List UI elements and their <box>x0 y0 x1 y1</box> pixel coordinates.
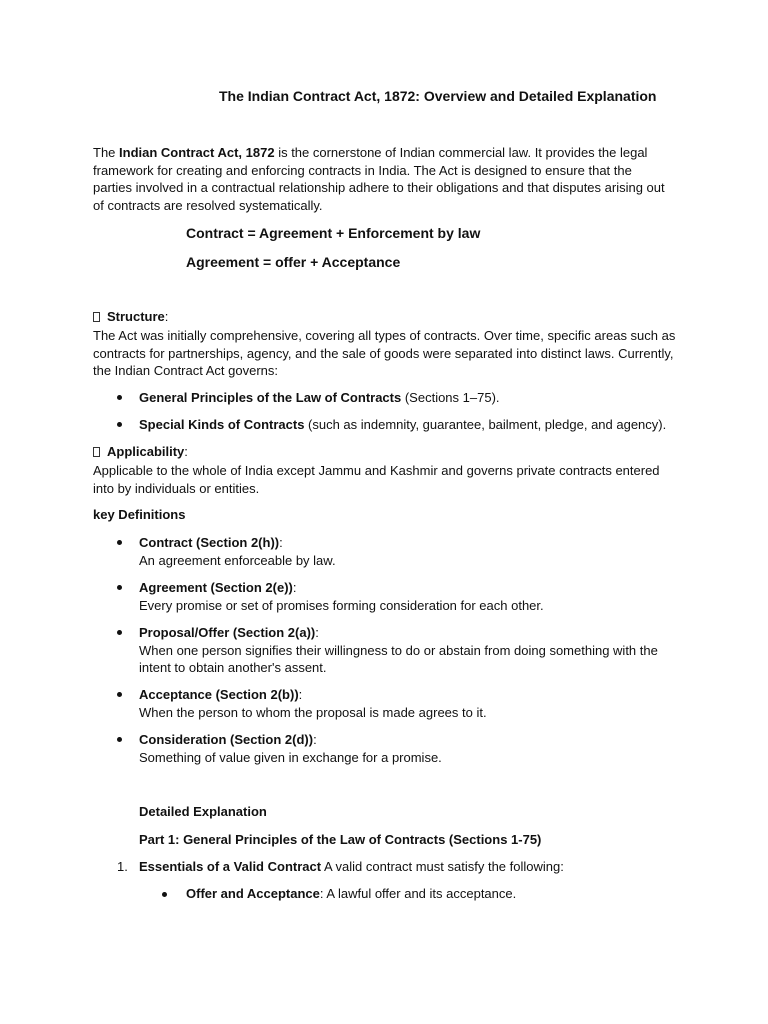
structure-item-special-title: Special Kinds of Contracts <box>139 417 305 432</box>
definition-desc: When the person to whom the proposal is made agrees to it. <box>139 704 487 720</box>
definition-colon: : <box>313 732 317 747</box>
document-title: The Indian Contract Act, 1872: Overview and Detailed Explanation <box>219 88 657 104</box>
sub-item-title: Offer and Acceptance <box>186 886 320 901</box>
definition-colon: : <box>292 580 297 595</box>
bullet-icon <box>117 395 122 400</box>
structure-item-general <box>139 389 684 407</box>
definition-agreement <box>139 579 684 614</box>
definition-desc: When one person signifies their willingness to do or abstain from doing something with the <box>139 642 658 658</box>
structure-line-3: the Indian Contract Act governs: <box>93 363 278 378</box>
definition-term: Acceptance (Section 2(b)) <box>139 687 299 702</box>
definition-desc: Every promise or set of promises forming consideration for each other. <box>139 597 544 613</box>
definitions-heading: key Definitions <box>93 507 186 522</box>
structure-heading: Structure <box>107 309 165 324</box>
applicability-heading-row <box>93 444 188 459</box>
bullet-icon <box>162 892 167 897</box>
bullet-icon <box>117 630 122 635</box>
definition-term: Proposal/Offer (Section 2(a)) <box>139 625 316 640</box>
definition-desc: An agreement enforceable by law. <box>139 552 336 568</box>
formula-agreement: Agreement = offer + Acceptance <box>186 254 401 270</box>
bullet-icon <box>117 737 122 742</box>
intro-prefix: The <box>93 145 120 160</box>
structure-item-general-rest: (Sections 1–75). <box>401 390 500 405</box>
intro-line-1-rest: is the cornerstone of Indian commercial law. It provides the legal <box>274 145 648 160</box>
definition-term: Agreement (Section 2(e)) <box>139 580 293 595</box>
intro-line-4: of contracts are resolved systematically. <box>93 197 323 213</box>
intro-line-3: parties involved in a contractual relationship adhere to their obligations and that disputes arising out <box>93 180 665 195</box>
structure-line-2: contracts for partnerships, agency, and the sale of goods were separated into distinct laws. Currently, <box>93 345 674 361</box>
formula-contract: Contract = Agreement + Enforcement by law <box>186 225 481 241</box>
intro-line-2: framework for creating and enforcing contracts in India. The Act is designed to ensure that the <box>93 162 632 178</box>
detailed-heading: Detailed Explanation <box>139 804 267 819</box>
definition-acceptance <box>139 686 684 721</box>
missing-glyph-icon <box>93 447 100 457</box>
definition-consideration <box>139 731 684 766</box>
definition-term: Consideration (Section 2(d)) <box>139 732 314 747</box>
applicability-line-2: into by individuals or entities. <box>93 480 260 496</box>
numbered-item-title: Essentials of a Valid Contract <box>139 859 322 874</box>
structure-heading-row <box>93 309 168 324</box>
missing-glyph-icon <box>93 312 100 322</box>
intro-paragraph <box>93 144 683 214</box>
definition-contract <box>139 534 684 569</box>
structure-paragraph <box>93 327 683 380</box>
list-number: 1. <box>117 859 128 874</box>
definition-desc: Something of value given in exchange for a promise. <box>139 749 442 765</box>
sub-item-rest: : A lawful offer and its acceptance. <box>319 886 517 901</box>
part1-heading: Part 1: General Principles of the Law of Contracts (Sections 1-75) <box>139 832 542 847</box>
bullet-icon <box>117 422 122 427</box>
applicability-paragraph <box>93 462 683 497</box>
numbered-item-essentials <box>139 859 564 874</box>
definition-desc: intent to obtain another's assent. <box>139 660 327 675</box>
applicability-line-1: Applicable to the whole of India except Jammu and Kashmir and governs private contracts entered <box>93 463 660 478</box>
definition-offer <box>139 624 684 677</box>
structure-line-1: The Act was initially comprehensive, covering all types of contracts. Over time, specific areas such as <box>93 328 676 343</box>
bullet-icon <box>117 540 122 545</box>
structure-item-special <box>139 416 684 434</box>
structure-item-general-title: General Principles of the Law of Contracts <box>139 390 402 405</box>
definition-colon: : <box>298 687 303 702</box>
structure-item-special-rest: (such as indemnity, guarantee, bailment, pledge, and agency). <box>304 417 667 432</box>
intro-line-1 <box>93 144 683 162</box>
bullet-icon <box>117 585 122 590</box>
intro-act-name: Indian Contract Act, 1872 <box>119 145 275 160</box>
bullet-icon <box>117 692 122 697</box>
definition-colon: : <box>279 535 283 550</box>
applicability-heading: Applicability <box>107 444 185 459</box>
sub-item-offer-acceptance <box>186 886 516 901</box>
structure-colon: : <box>164 309 169 324</box>
definition-term: Contract (Section 2(h)) <box>139 535 280 550</box>
numbered-item-rest: A valid contract must satisfy the following: <box>321 859 564 874</box>
definition-colon: : <box>315 625 319 640</box>
applicability-colon: : <box>184 444 188 459</box>
